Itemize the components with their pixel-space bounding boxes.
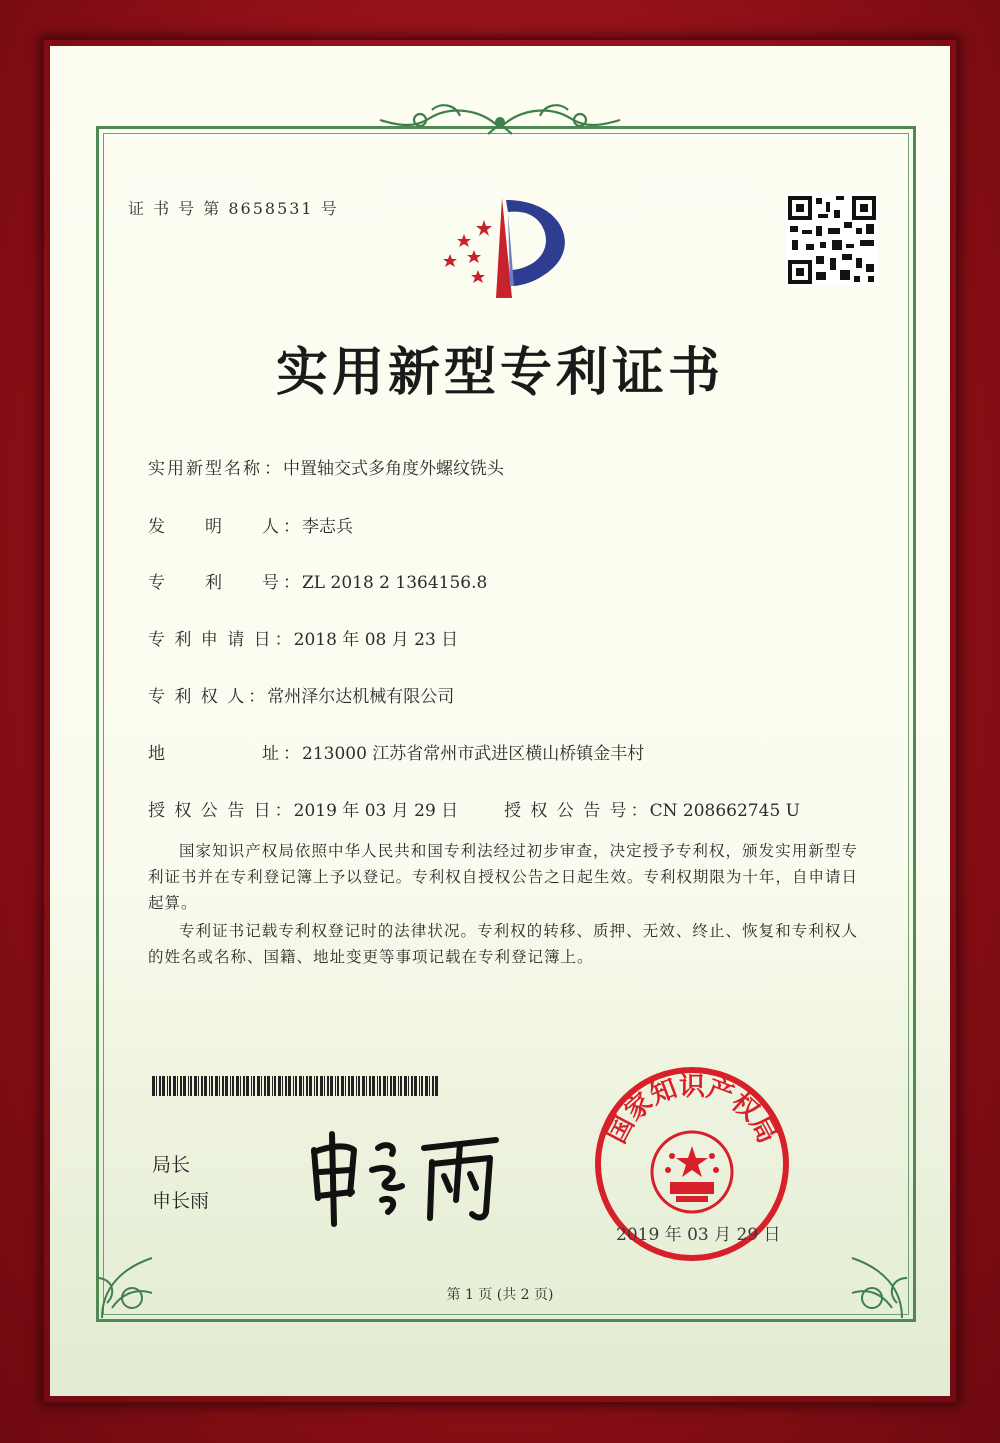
top-ornament-icon <box>360 98 640 150</box>
field-label: 发 明 人 <box>148 517 281 537</box>
field-label: 专 利 权 人 <box>148 687 247 707</box>
body-paragraph-2: 专利证书记载专利权登记时的法律状况。专利权的转移、质押、无效、终止、恢复和专利权人的姓名或名称、国籍、地址变更等事项记载在专利登记簿上。 <box>148 922 858 966</box>
barcode-icon <box>152 1076 440 1096</box>
field-label: 地 址 <box>148 744 281 764</box>
field-value: 李志兵 <box>302 517 353 537</box>
field-value: CN 208662745 U <box>649 801 800 821</box>
seal-date: 2019 年 03 月 29 日 <box>616 1225 781 1245</box>
certificate-number: 证 书 号 第 8658531 号 <box>128 199 339 218</box>
field-utility-model-name: 实用新型名称 ： 中置轴交式多角度外螺纹铣头 <box>148 454 504 479</box>
field-value: 常州泽尔达机械有限公司 <box>267 687 455 707</box>
field-value: 2019 年 03 月 29 日 <box>293 801 459 821</box>
field-label: 授 权 公 告 日 <box>148 801 273 821</box>
field-value: 213000 江苏省常州市武进区横山桥镇金丰村 <box>302 744 645 764</box>
signature-icon <box>300 1120 520 1230</box>
director-name: 申长雨 <box>152 1190 210 1212</box>
corner-ornament-icon <box>92 1238 182 1328</box>
field-value: 中置轴交式多角度外螺纹铣头 <box>283 459 504 479</box>
field-value: ZL 2018 2 1364156.8 <box>302 573 488 593</box>
qr-code-icon <box>786 194 878 286</box>
director-title: 局长 <box>152 1154 191 1176</box>
field-grant-date: 授 权 公 告 日 ： 2019 年 03 月 29 日 <box>148 796 458 821</box>
page-indicator: 第 1 页 (共 2 页) <box>446 1287 554 1303</box>
field-patent-number: 专 利 号 ： ZL 2018 2 1364156.8 <box>148 568 487 593</box>
corner-ornament-icon <box>822 1238 912 1328</box>
field-label: 专 利 号 <box>148 573 281 593</box>
field-patentee: 专 利 权 人 ： 常州泽尔达机械有限公司 <box>148 682 454 707</box>
seal-text: 国家知识产权局 <box>601 1072 783 1149</box>
field-inventor: 发 明 人 ： 李志兵 <box>148 512 353 537</box>
field-label: 授 权 公 告 号 <box>504 801 629 821</box>
cnipa-logo-icon <box>434 190 584 305</box>
field-address: 地 址 ： 213000 江苏省常州市武进区横山桥镇金丰村 <box>148 739 644 764</box>
field-label: 实用新型名称 <box>148 459 262 479</box>
field-value: 2018 年 08 月 23 日 <box>293 630 459 650</box>
svg-text:国家知识产权局 <box>602 1072 782 1148</box>
field-grant-number: 授 权 公 告 号 ： CN 208662745 U <box>504 796 800 821</box>
field-label: 专 利 申 请 日 <box>148 630 273 650</box>
certificate-title: 实用新型专利证书 <box>275 343 724 403</box>
body-paragraph-1: 国家知识产权局依照中华人民共和国专利法经过初步审查，决定授予专利权，颁发实用新型专利证书并在专利登记簿上予以登记。专利权自授权公告之日起生效。专利权期限为十年，自申请日起算。 <box>148 842 858 912</box>
field-filing-date: 专 利 申 请 日 ： 2018 年 08 月 23 日 <box>148 625 458 650</box>
